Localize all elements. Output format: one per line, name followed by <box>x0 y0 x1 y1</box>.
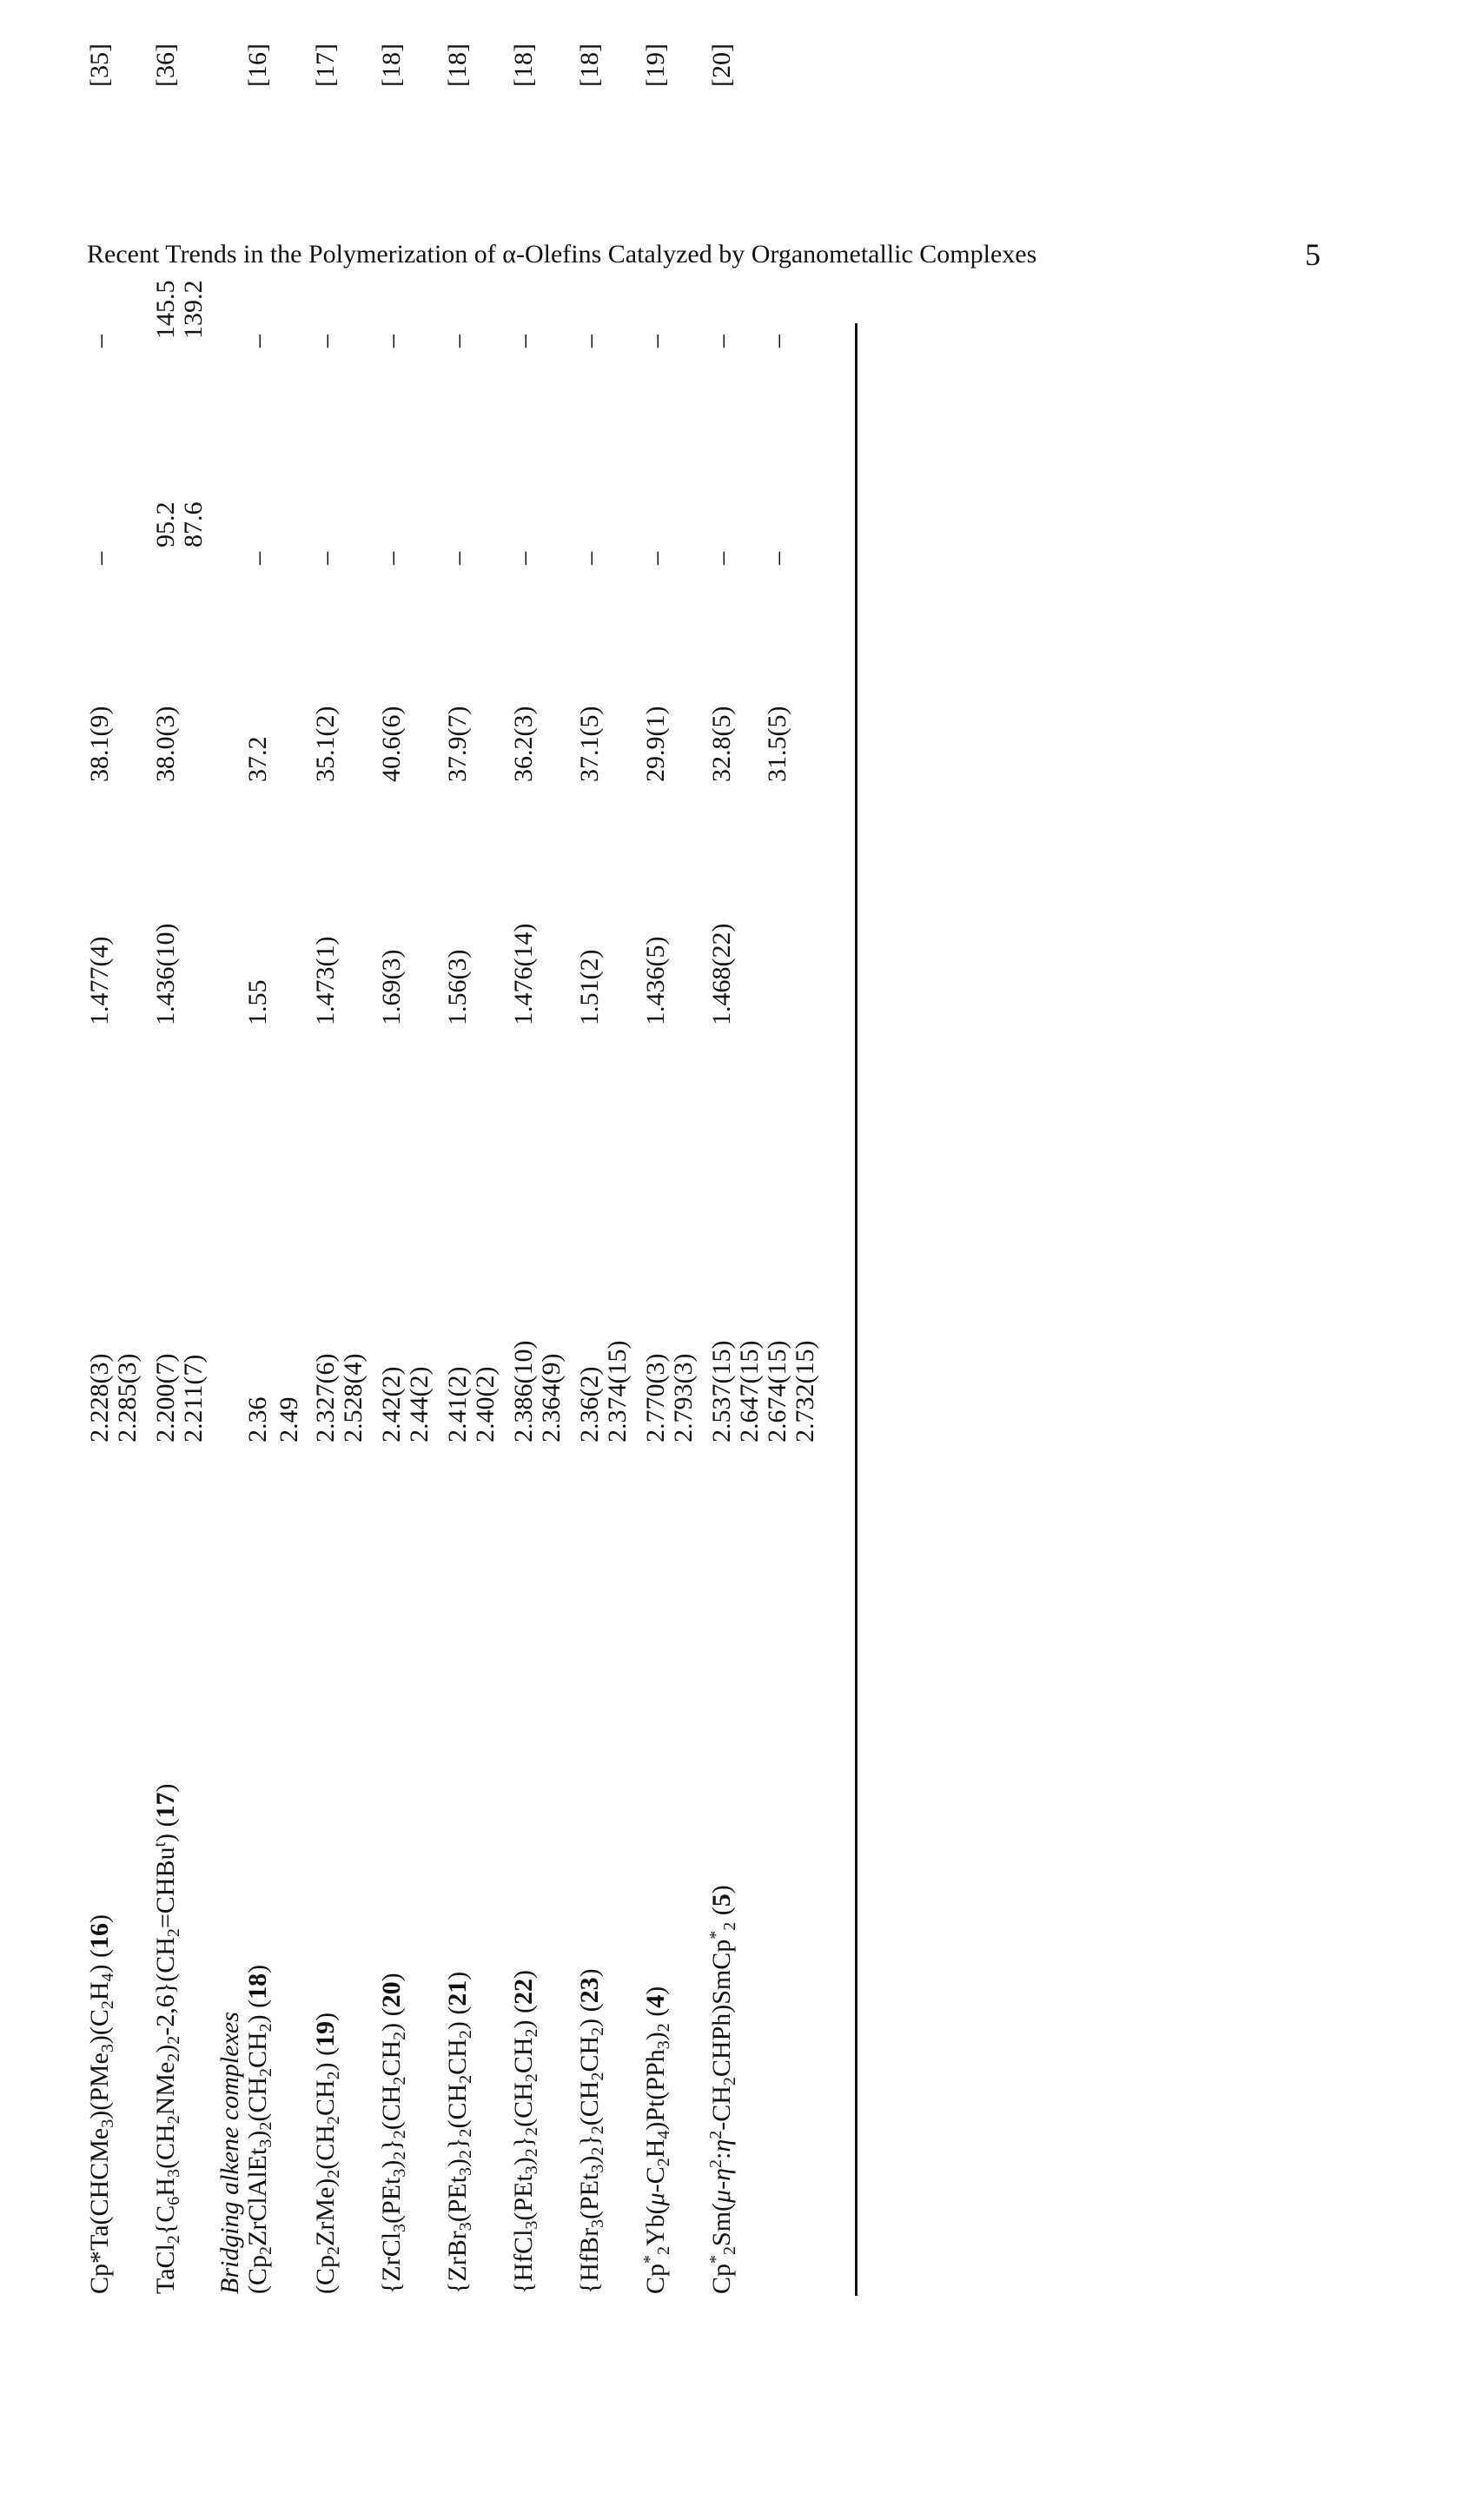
compound-formula: $Cp^*_2Sm(\mu-\eta^2:\eta^2-CH_2CHPh)SmCp^*_2$ (5) <box>706 1885 739 2294</box>
angle-value: 32.8(5) <box>707 706 736 782</box>
cc-distance: 1.436(10) <box>151 923 180 1025</box>
mc-distance: 2.374(15) <box>603 1340 632 1442</box>
table-bottom-rule <box>855 323 858 2296</box>
reference: [35] <box>85 43 114 87</box>
angle-value: 38.0(3) <box>151 706 180 782</box>
cc-distance: 1.468(22) <box>707 923 736 1025</box>
value-col1: – <box>509 552 538 565</box>
angle-value: 38.1(9) <box>85 706 114 782</box>
compound-number: 22 <box>509 1979 538 2005</box>
running-title: Recent Trends in the Polymerization of α-Olefins Catalyzed by Organometallic Complexes <box>87 240 1037 269</box>
reference: [18] <box>509 43 538 87</box>
table-row-cont <box>605 35 639 2294</box>
mc-distance: 2.40(2) <box>471 1366 500 1442</box>
mc-distance: 2.732(15) <box>791 1340 819 1442</box>
table-row-cont <box>181 35 215 2294</box>
value-col1: – <box>763 552 791 565</box>
value-col1: – <box>377 552 406 565</box>
table-row-cont <box>341 35 375 2294</box>
section-heading: Bridging alkene complexes <box>215 2012 244 2294</box>
compound-formula: $Cp*Ta(CHCMe_3)(PMe_3)(C_2H_4)$ (16) <box>85 1913 117 2294</box>
angle-value: 29.9(1) <box>641 706 670 782</box>
compound-number: 19 <box>311 2020 340 2047</box>
angle-value: 36.2(3) <box>509 706 538 782</box>
value-col2: 139.2 <box>179 280 208 339</box>
value-col2: – <box>243 335 272 348</box>
reference: [18] <box>443 43 472 87</box>
value-col1: 95.2 <box>151 501 180 547</box>
value-col1: – <box>443 552 472 565</box>
value-col2: – <box>311 335 340 348</box>
compound-number: 16 <box>85 1922 114 1949</box>
mc-distance: 2.285(3) <box>113 1353 142 1442</box>
value-col2: – <box>763 335 791 348</box>
mc-distance: 2.528(4) <box>339 1353 368 1442</box>
mc-distance: 2.211(7) <box>179 1354 208 1442</box>
mc-distance: 2.364(9) <box>537 1353 566 1442</box>
mc-distance: 2.647(15) <box>735 1340 764 1442</box>
table-row-cont <box>792 35 827 2294</box>
cc-distance: 1.436(5) <box>641 936 670 1025</box>
value-col1: – <box>707 552 736 565</box>
value-col2: – <box>575 335 604 348</box>
value-col2: – <box>641 335 670 348</box>
angle-value: 40.6(6) <box>377 706 406 782</box>
page-number: 5 <box>1305 237 1321 272</box>
reference: [17] <box>311 43 340 87</box>
compound-number: 21 <box>443 1980 472 2006</box>
value-col1: – <box>575 552 604 565</box>
table-row-cont <box>407 35 441 2294</box>
mc-distance: 2.537(15) <box>707 1340 736 1442</box>
compound-number: 5 <box>707 1893 736 1907</box>
compound-formula: $Cp^*_2Yb(\mu-C_2H_4)Pt(PPh_3)_2$ (4) <box>640 1986 673 2294</box>
compound-formula: $(Cp_2ZrClAlEt_3)_2(CH_2CH_2)$ (18) <box>243 1964 275 2294</box>
compound-formula: $\{ZrCl_3(PEt_3)_2\}_2(CH_2CH_2)$ (20) <box>377 1973 409 2294</box>
value-col1: 87.6 <box>179 501 208 547</box>
table-row <box>245 35 280 2294</box>
cc-distance: 1.476(14) <box>509 923 538 1025</box>
angle-value: 37.2 <box>243 736 272 782</box>
reference: [18] <box>377 43 406 87</box>
angle-value: 37.9(7) <box>443 706 472 782</box>
mc-distance: 2.41(2) <box>443 1366 472 1442</box>
mc-distance: 2.228(3) <box>85 1353 114 1442</box>
compound-number: 17 <box>151 1792 180 1819</box>
table-row-cont <box>276 35 311 2294</box>
reference: [16] <box>243 43 272 87</box>
cc-distance: 1.473(1) <box>311 936 340 1025</box>
value-col2: – <box>509 335 538 348</box>
cc-distance: 1.477(4) <box>85 936 114 1025</box>
compound-formula: $\{HfBr_3(PEt_3)_2\}_2(CH_2CH_2)$ (23) <box>575 1968 607 2294</box>
mc-distance: 2.36 <box>243 1396 272 1442</box>
table-row-cont <box>115 35 149 2294</box>
compound-formula: $TaCl_2\{C_6H_3(CH_2NMe_2)_2-2,6\}(CH_2=CHBu^t)$ (17) <box>150 1783 183 2294</box>
reference: [36] <box>151 43 180 87</box>
reference: [19] <box>641 43 670 87</box>
mc-distance: 2.44(2) <box>405 1366 434 1442</box>
mc-distance: 2.200(7) <box>151 1353 180 1442</box>
mc-distance: 2.770(3) <box>641 1353 670 1442</box>
value-col1: – <box>85 552 114 565</box>
table-row-cont <box>539 35 573 2294</box>
value-col1: – <box>641 552 670 565</box>
mc-distance: 2.42(2) <box>377 1366 406 1442</box>
compound-formula: $(Cp_2ZrMe)_2(CH_2CH_2)$ (19) <box>311 2012 343 2294</box>
reference: [18] <box>575 43 604 87</box>
value-col1: – <box>311 552 340 565</box>
angle-value: 37.1(5) <box>575 706 604 782</box>
compound-formula: $\{HfCl_3(PEt_3)_2\}_2(CH_2CH_2)$ (22) <box>509 1970 541 2294</box>
compound-number: 18 <box>243 1973 272 1999</box>
table-row-cont <box>473 35 507 2294</box>
mc-distance: 2.327(6) <box>311 1353 340 1442</box>
value-col2: – <box>707 335 736 348</box>
value-col2: – <box>377 335 406 348</box>
reference: [20] <box>707 43 736 87</box>
value-col2: – <box>85 335 114 348</box>
cc-distance: 1.69(3) <box>377 949 406 1025</box>
cc-distance: 1.51(2) <box>575 949 604 1025</box>
compound-number: 20 <box>377 1981 406 2008</box>
value-col2: – <box>443 335 472 348</box>
value-col1: – <box>243 552 272 565</box>
compound-number: 23 <box>575 1977 604 2004</box>
angle-value: 31.5(5) <box>763 706 791 782</box>
compound-formula: $\{ZrBr_3(PEt_3)_2\}_2(CH_2CH_2)$ (21) <box>443 1971 475 2294</box>
compound-number: 4 <box>641 1994 670 2008</box>
table-row-cont <box>671 35 705 2294</box>
mc-distance: 2.674(15) <box>763 1340 791 1442</box>
mc-distance: 2.49 <box>275 1396 303 1442</box>
cc-distance: 1.56(3) <box>443 949 472 1025</box>
cc-distance: 1.55 <box>243 979 272 1025</box>
value-col2: 145.5 <box>151 280 180 339</box>
mc-distance: 2.36(2) <box>575 1366 604 1442</box>
angle-value: 35.1(2) <box>311 706 340 782</box>
mc-distance: 2.386(10) <box>509 1340 538 1442</box>
mc-distance: 2.793(3) <box>669 1353 698 1442</box>
